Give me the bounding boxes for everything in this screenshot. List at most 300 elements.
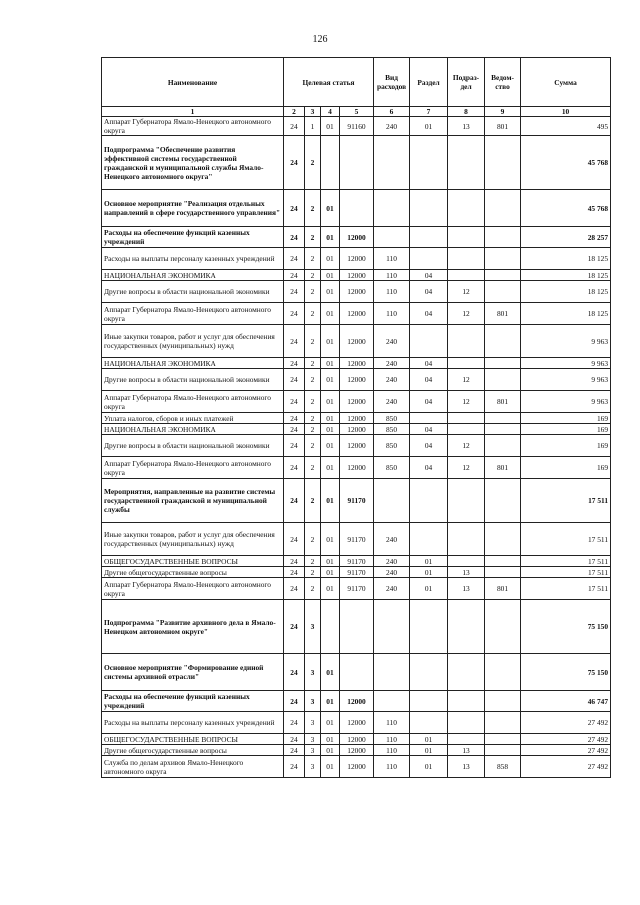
cell-direction: 12000 xyxy=(340,756,374,778)
cell-subsection: 12 xyxy=(448,391,485,413)
cell-subprogram: 2 xyxy=(305,248,321,270)
table-row xyxy=(102,303,611,325)
cell-direction: 91170 xyxy=(340,567,374,578)
cell-expense-type xyxy=(374,654,410,691)
cell-expense-type: 850 xyxy=(374,413,410,424)
cell-subsection xyxy=(448,734,485,745)
header-expense-type: Вид расходов xyxy=(374,58,410,107)
cell-expense-type: 110 xyxy=(374,756,410,778)
table-row xyxy=(102,756,611,778)
cell-sum: 169 xyxy=(521,424,611,435)
cell-section: 01 xyxy=(410,117,448,136)
cell-program: 24 xyxy=(284,479,305,523)
cell-direction: 12000 xyxy=(340,281,374,303)
table-row xyxy=(102,190,611,227)
cell-program: 24 xyxy=(284,248,305,270)
cell-direction: 12000 xyxy=(340,358,374,369)
header-subsection: Подраз-дел xyxy=(448,58,485,107)
cell-department: 801 xyxy=(485,391,521,413)
cell-section: 04 xyxy=(410,281,448,303)
cell-department xyxy=(485,734,521,745)
cell-sum: 45 768 xyxy=(521,136,611,190)
cell-subsection xyxy=(448,654,485,691)
cell-subprogram: 3 xyxy=(305,654,321,691)
cell-sum: 9 963 xyxy=(521,358,611,369)
cell-subprogram: 2 xyxy=(305,424,321,435)
cell-event: 01 xyxy=(321,413,340,424)
cell-expense-type: 110 xyxy=(374,248,410,270)
cell-name: Расходы на обеспечение функций казенных учреждений xyxy=(102,227,284,248)
cell-name: Аппарат Губернатора Ямало-Ненецкого автономного округа xyxy=(102,578,284,600)
cell-direction xyxy=(340,654,374,691)
cell-subprogram: 2 xyxy=(305,227,321,248)
cell-section xyxy=(410,691,448,712)
cell-subsection xyxy=(448,712,485,734)
cell-subsection: 13 xyxy=(448,578,485,600)
cell-program: 24 xyxy=(284,745,305,756)
cell-subsection xyxy=(448,424,485,435)
cell-name: НАЦИОНАЛЬНАЯ ЭКОНОМИКА xyxy=(102,358,284,369)
cell-subsection xyxy=(448,190,485,227)
cell-subsection: 12 xyxy=(448,457,485,479)
cell-program: 24 xyxy=(284,303,305,325)
cell-expense-type xyxy=(374,479,410,523)
cell-event: 01 xyxy=(321,303,340,325)
cell-expense-type xyxy=(374,136,410,190)
cell-expense-type: 110 xyxy=(374,303,410,325)
cell-name: Другие общегосударственные вопросы xyxy=(102,567,284,578)
cell-sum: 75 150 xyxy=(521,600,611,654)
cell-name: Аппарат Губернатора Ямало-Ненецкого автономного округа xyxy=(102,117,284,136)
cell-event xyxy=(321,136,340,190)
cell-department xyxy=(485,745,521,756)
header-department: Ведом-ство xyxy=(485,58,521,107)
cell-section: 01 xyxy=(410,745,448,756)
cell-direction xyxy=(340,136,374,190)
cell-department xyxy=(485,190,521,227)
column-number: 3 xyxy=(305,107,321,117)
cell-program: 24 xyxy=(284,457,305,479)
cell-subsection xyxy=(448,227,485,248)
cell-expense-type: 110 xyxy=(374,745,410,756)
cell-sum: 45 768 xyxy=(521,190,611,227)
cell-section: 04 xyxy=(410,358,448,369)
cell-subprogram: 2 xyxy=(305,136,321,190)
cell-section xyxy=(410,325,448,358)
cell-event: 01 xyxy=(321,457,340,479)
cell-subsection xyxy=(448,270,485,281)
cell-direction: 12000 xyxy=(340,227,374,248)
cell-direction: 12000 xyxy=(340,424,374,435)
cell-direction: 12000 xyxy=(340,734,374,745)
cell-sum: 18 125 xyxy=(521,270,611,281)
cell-expense-type xyxy=(374,600,410,654)
cell-section xyxy=(410,413,448,424)
cell-department xyxy=(485,556,521,567)
cell-program: 24 xyxy=(284,270,305,281)
header-section: Раздел xyxy=(410,58,448,107)
table-row xyxy=(102,117,611,136)
cell-sum: 17 511 xyxy=(521,479,611,523)
cell-name: Расходы на выплаты персоналу казенных учреждений xyxy=(102,712,284,734)
cell-section xyxy=(410,136,448,190)
cell-department xyxy=(485,136,521,190)
cell-subsection xyxy=(448,248,485,270)
cell-department: 801 xyxy=(485,457,521,479)
cell-department xyxy=(485,325,521,358)
cell-subprogram: 2 xyxy=(305,391,321,413)
cell-subprogram: 2 xyxy=(305,190,321,227)
cell-event: 01 xyxy=(321,756,340,778)
cell-program: 24 xyxy=(284,691,305,712)
cell-department xyxy=(485,424,521,435)
cell-name: Аппарат Губернатора Ямало-Ненецкого автономного округа xyxy=(102,303,284,325)
cell-sum: 9 963 xyxy=(521,369,611,391)
cell-event: 01 xyxy=(321,654,340,691)
cell-sum: 169 xyxy=(521,457,611,479)
cell-expense-type xyxy=(374,227,410,248)
cell-sum: 75 150 xyxy=(521,654,611,691)
cell-subsection xyxy=(448,413,485,424)
cell-event: 01 xyxy=(321,745,340,756)
table-row xyxy=(102,369,611,391)
cell-event: 01 xyxy=(321,227,340,248)
cell-sum: 17 511 xyxy=(521,556,611,567)
cell-subprogram: 2 xyxy=(305,281,321,303)
table-row xyxy=(102,435,611,457)
cell-subprogram: 2 xyxy=(305,578,321,600)
cell-program: 24 xyxy=(284,413,305,424)
cell-direction: 12000 xyxy=(340,325,374,358)
cell-program: 24 xyxy=(284,424,305,435)
cell-expense-type: 240 xyxy=(374,117,410,136)
cell-sum: 46 747 xyxy=(521,691,611,712)
cell-program: 24 xyxy=(284,435,305,457)
cell-program: 24 xyxy=(284,391,305,413)
cell-program: 24 xyxy=(284,712,305,734)
table-row xyxy=(102,227,611,248)
cell-sum: 17 511 xyxy=(521,578,611,600)
cell-section xyxy=(410,190,448,227)
cell-subprogram: 2 xyxy=(305,435,321,457)
cell-subprogram: 2 xyxy=(305,479,321,523)
cell-expense-type: 240 xyxy=(374,523,410,556)
cell-name: Иные закупки товаров, работ и услуг для обеспечения государственных (муниципальных) нужд xyxy=(102,325,284,358)
cell-subprogram: 2 xyxy=(305,358,321,369)
cell-subsection: 13 xyxy=(448,745,485,756)
cell-subsection: 12 xyxy=(448,281,485,303)
table-row xyxy=(102,424,611,435)
cell-expense-type: 240 xyxy=(374,325,410,358)
table-row xyxy=(102,281,611,303)
cell-sum: 169 xyxy=(521,413,611,424)
cell-subprogram: 2 xyxy=(305,369,321,391)
cell-department xyxy=(485,413,521,424)
cell-subsection xyxy=(448,523,485,556)
cell-subprogram: 3 xyxy=(305,712,321,734)
cell-event: 01 xyxy=(321,567,340,578)
cell-section: 04 xyxy=(410,391,448,413)
table-row xyxy=(102,734,611,745)
cell-name: НАЦИОНАЛЬНАЯ ЭКОНОМИКА xyxy=(102,270,284,281)
cell-name: ОБЩЕГОСУДАРСТВЕННЫЕ ВОПРОСЫ xyxy=(102,734,284,745)
cell-expense-type: 240 xyxy=(374,578,410,600)
cell-subprogram: 2 xyxy=(305,457,321,479)
cell-section: 01 xyxy=(410,756,448,778)
cell-program: 24 xyxy=(284,281,305,303)
cell-department xyxy=(485,369,521,391)
cell-section xyxy=(410,248,448,270)
cell-program: 24 xyxy=(284,325,305,358)
column-number: 10 xyxy=(521,107,611,117)
cell-event: 01 xyxy=(321,556,340,567)
cell-subprogram: 2 xyxy=(305,303,321,325)
cell-subprogram: 1 xyxy=(305,117,321,136)
header-target-article: Целевая статья xyxy=(284,58,374,107)
cell-section: 01 xyxy=(410,556,448,567)
table-header-row xyxy=(102,58,611,107)
cell-event: 01 xyxy=(321,691,340,712)
cell-subsection xyxy=(448,556,485,567)
cell-expense-type xyxy=(374,190,410,227)
cell-direction: 12000 xyxy=(340,391,374,413)
cell-section: 01 xyxy=(410,734,448,745)
column-number: 6 xyxy=(374,107,410,117)
cell-section xyxy=(410,227,448,248)
cell-section: 01 xyxy=(410,578,448,600)
cell-sum: 27 492 xyxy=(521,745,611,756)
cell-name: Расходы на выплаты персоналу казенных учреждений xyxy=(102,248,284,270)
cell-department xyxy=(485,435,521,457)
cell-expense-type: 850 xyxy=(374,435,410,457)
cell-expense-type xyxy=(374,691,410,712)
cell-program: 24 xyxy=(284,578,305,600)
cell-subprogram: 3 xyxy=(305,756,321,778)
cell-direction: 91170 xyxy=(340,523,374,556)
cell-program: 24 xyxy=(284,227,305,248)
header-name: Наименование xyxy=(102,58,284,107)
cell-subprogram: 3 xyxy=(305,745,321,756)
column-number: 2 xyxy=(284,107,305,117)
cell-expense-type: 850 xyxy=(374,424,410,435)
cell-subprogram: 2 xyxy=(305,567,321,578)
table-row xyxy=(102,556,611,567)
cell-expense-type: 850 xyxy=(374,457,410,479)
cell-name: Служба по делам архивов Ямало-Ненецкого автономного округа xyxy=(102,756,284,778)
table-row xyxy=(102,325,611,358)
cell-sum: 28 257 xyxy=(521,227,611,248)
cell-department xyxy=(485,358,521,369)
cell-name: НАЦИОНАЛЬНАЯ ЭКОНОМИКА xyxy=(102,424,284,435)
table-row xyxy=(102,523,611,556)
cell-event: 01 xyxy=(321,479,340,523)
header-sum: Сумма xyxy=(521,58,611,107)
page-number: 126 xyxy=(312,34,328,45)
cell-direction: 12000 xyxy=(340,369,374,391)
cell-department xyxy=(485,479,521,523)
cell-department xyxy=(485,691,521,712)
cell-subsection xyxy=(448,358,485,369)
cell-name: ОБЩЕГОСУДАРСТВЕННЫЕ ВОПРОСЫ xyxy=(102,556,284,567)
cell-section xyxy=(410,712,448,734)
cell-name: Другие вопросы в области национальной экономики xyxy=(102,369,284,391)
cell-section xyxy=(410,523,448,556)
cell-program: 24 xyxy=(284,654,305,691)
cell-name: Подпрограмма "Обеспечение развития эффективной системы государственной гражданской и муниципальной службы Ямало-Ненецкого автономного округа" xyxy=(102,136,284,190)
cell-program: 24 xyxy=(284,556,305,567)
cell-section: 04 xyxy=(410,270,448,281)
cell-direction: 12000 xyxy=(340,303,374,325)
cell-subprogram: 2 xyxy=(305,413,321,424)
cell-subprogram: 2 xyxy=(305,325,321,358)
cell-direction: 12000 xyxy=(340,457,374,479)
cell-section: 04 xyxy=(410,424,448,435)
cell-program: 24 xyxy=(284,136,305,190)
table-row xyxy=(102,578,611,600)
cell-department xyxy=(485,600,521,654)
cell-name: Уплата налогов, сборов и иных платежей xyxy=(102,413,284,424)
cell-subsection: 13 xyxy=(448,756,485,778)
cell-event: 01 xyxy=(321,712,340,734)
cell-event: 01 xyxy=(321,358,340,369)
cell-direction xyxy=(340,190,374,227)
cell-event: 01 xyxy=(321,270,340,281)
cell-subsection: 12 xyxy=(448,435,485,457)
cell-sum: 18 125 xyxy=(521,281,611,303)
budget-table xyxy=(101,57,611,778)
table-row xyxy=(102,712,611,734)
cell-section xyxy=(410,654,448,691)
table-row xyxy=(102,358,611,369)
cell-section xyxy=(410,479,448,523)
cell-expense-type: 240 xyxy=(374,567,410,578)
cell-sum: 27 492 xyxy=(521,734,611,745)
cell-event: 01 xyxy=(321,734,340,745)
cell-expense-type: 240 xyxy=(374,369,410,391)
cell-event: 01 xyxy=(321,578,340,600)
cell-subprogram: 2 xyxy=(305,523,321,556)
cell-section: 04 xyxy=(410,435,448,457)
cell-direction: 12000 xyxy=(340,248,374,270)
cell-event: 01 xyxy=(321,369,340,391)
cell-subprogram: 3 xyxy=(305,734,321,745)
cell-sum: 18 125 xyxy=(521,303,611,325)
cell-expense-type: 240 xyxy=(374,556,410,567)
cell-department: 801 xyxy=(485,117,521,136)
cell-name: Расходы на обеспечение функций казенных учреждений xyxy=(102,691,284,712)
cell-event: 01 xyxy=(321,325,340,358)
cell-sum: 17 511 xyxy=(521,567,611,578)
cell-expense-type: 110 xyxy=(374,734,410,745)
cell-direction: 91170 xyxy=(340,479,374,523)
cell-sum: 27 492 xyxy=(521,756,611,778)
cell-department xyxy=(485,281,521,303)
cell-section: 01 xyxy=(410,567,448,578)
cell-sum: 9 963 xyxy=(521,325,611,358)
cell-department: 801 xyxy=(485,303,521,325)
cell-name: Основное мероприятие "Реализация отдельных направлений в сфере государственного управления" xyxy=(102,190,284,227)
column-number: 8 xyxy=(448,107,485,117)
cell-program: 24 xyxy=(284,756,305,778)
cell-program: 24 xyxy=(284,190,305,227)
table-row xyxy=(102,248,611,270)
cell-name: Другие вопросы в области национальной экономики xyxy=(102,435,284,457)
table-row xyxy=(102,745,611,756)
cell-subsection xyxy=(448,691,485,712)
cell-program: 24 xyxy=(284,117,305,136)
cell-event: 01 xyxy=(321,523,340,556)
cell-department xyxy=(485,712,521,734)
cell-program: 24 xyxy=(284,567,305,578)
cell-department xyxy=(485,270,521,281)
cell-name: Иные закупки товаров, работ и услуг для обеспечения государственных (муниципальных) нужд xyxy=(102,523,284,556)
cell-department xyxy=(485,248,521,270)
cell-program: 24 xyxy=(284,369,305,391)
cell-subprogram: 3 xyxy=(305,600,321,654)
cell-sum: 18 125 xyxy=(521,248,611,270)
cell-subprogram: 2 xyxy=(305,270,321,281)
cell-direction xyxy=(340,600,374,654)
column-number-row xyxy=(102,107,611,117)
cell-event: 01 xyxy=(321,424,340,435)
table-row xyxy=(102,654,611,691)
cell-expense-type: 110 xyxy=(374,281,410,303)
cell-name: Другие общегосударственные вопросы xyxy=(102,745,284,756)
table-row xyxy=(102,457,611,479)
cell-subsection xyxy=(448,600,485,654)
cell-subsection xyxy=(448,479,485,523)
cell-sum: 495 xyxy=(521,117,611,136)
cell-expense-type: 110 xyxy=(374,712,410,734)
cell-subsection xyxy=(448,325,485,358)
cell-program: 24 xyxy=(284,734,305,745)
cell-expense-type: 110 xyxy=(374,270,410,281)
cell-expense-type: 240 xyxy=(374,391,410,413)
cell-direction: 91170 xyxy=(340,556,374,567)
cell-department: 858 xyxy=(485,756,521,778)
cell-name: Аппарат Губернатора Ямало-Ненецкого автономного округа xyxy=(102,457,284,479)
cell-department xyxy=(485,227,521,248)
cell-department xyxy=(485,654,521,691)
cell-event: 01 xyxy=(321,190,340,227)
cell-event: 01 xyxy=(321,117,340,136)
cell-direction: 12000 xyxy=(340,270,374,281)
cell-name: Мероприятия, направленные на развитие системы государственной гражданской и муниципальной службы xyxy=(102,479,284,523)
cell-section: 04 xyxy=(410,303,448,325)
cell-department xyxy=(485,523,521,556)
cell-direction: 91160 xyxy=(340,117,374,136)
cell-name: Подпрограмма "Развитие архивного дела в Ямало-Ненецком автономном округе" xyxy=(102,600,284,654)
cell-direction: 91170 xyxy=(340,578,374,600)
cell-department: 801 xyxy=(485,578,521,600)
cell-subsection xyxy=(448,136,485,190)
cell-subprogram: 2 xyxy=(305,556,321,567)
cell-section: 04 xyxy=(410,369,448,391)
cell-subprogram: 3 xyxy=(305,691,321,712)
cell-sum: 169 xyxy=(521,435,611,457)
cell-section: 04 xyxy=(410,457,448,479)
table-body xyxy=(102,117,611,778)
cell-direction: 12000 xyxy=(340,413,374,424)
cell-program: 24 xyxy=(284,600,305,654)
cell-name: Аппарат Губернатора Ямало-Ненецкого автономного округа xyxy=(102,391,284,413)
table-row xyxy=(102,600,611,654)
column-number: 5 xyxy=(340,107,374,117)
cell-sum: 17 511 xyxy=(521,523,611,556)
cell-subsection: 12 xyxy=(448,369,485,391)
table-row xyxy=(102,136,611,190)
table-row xyxy=(102,691,611,712)
